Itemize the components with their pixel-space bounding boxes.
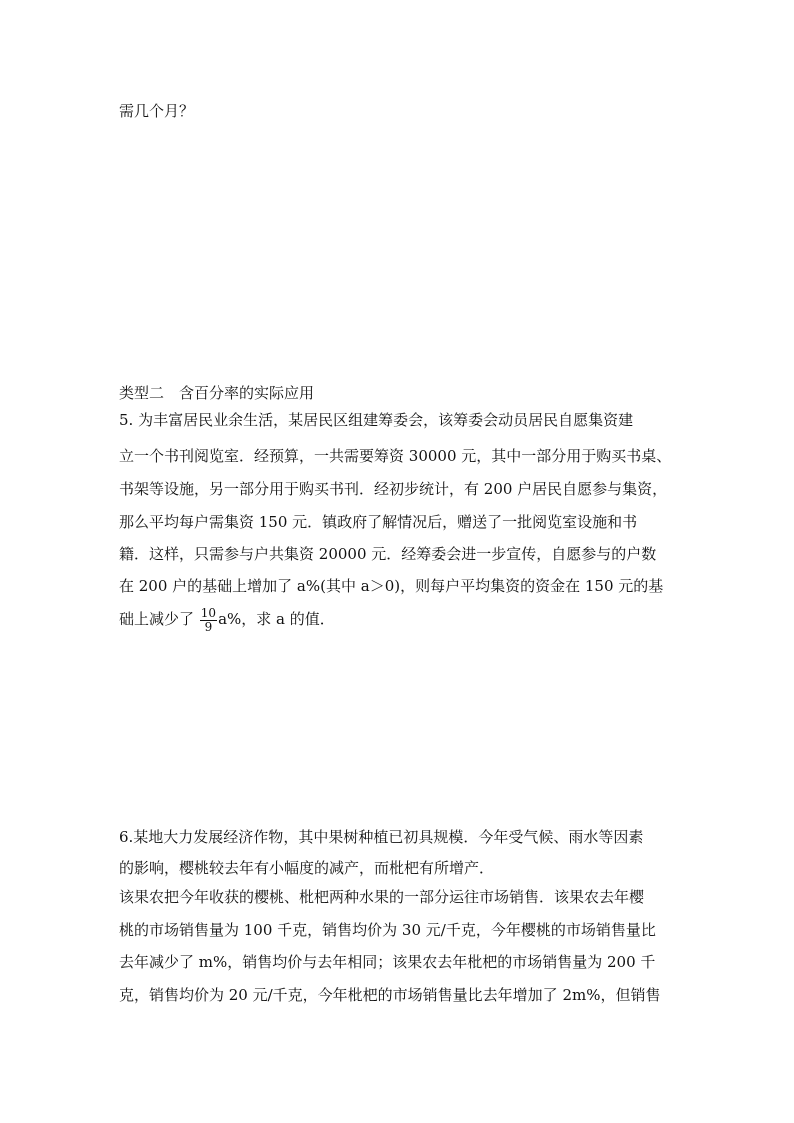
question-5-line: 在 200 户的基础上增加了 a%(其中 a＞0)，则每户平均集资的资金在 150 元的基 [119, 577, 664, 595]
section-heading: 类型二 含百分率的实际应用 [119, 384, 315, 402]
question-5-prefix: 础上减少了 [119, 610, 199, 628]
question-6-line: 6.某地大力发展经济作物，其中果树种植已初具规模．今年受气候、雨水等因素 [119, 828, 644, 846]
question-6-line: 该果农把今年收获的樱桃、枇杷两种水果的一部分运往市场销售．该果农去年樱 [119, 888, 645, 906]
question-5-line: 立一个书刊阅览室．经预算，一共需要筹资 30000 元，其中一部分用于购买书桌、 [119, 447, 672, 465]
fraction-denominator: 9 [204, 619, 213, 634]
question-6-line: 的影响，樱桃较去年有小幅度的减产，而枇杷有所增产． [119, 859, 495, 877]
question-6-line: 克，销售均价为 20 元/千克，今年枇杷的市场销售量比去年增加了 2m%，但销售 [119, 986, 661, 1004]
question-5-suffix: a%，求 a 的值． [218, 610, 335, 628]
fraction-numerator: 10 [200, 605, 217, 620]
question-5-line: 5. 为丰富居民业余生活，某居民区组建筹委会，该筹委会动员居民自愿集资建 [119, 411, 634, 429]
fraction-ten-ninths [200, 607, 217, 634]
question-6-line: 去年减少了 m%，销售均价与去年相同；该果农去年枇杷的市场销售量为 200 千 [119, 953, 656, 971]
question-5-line: 书架等设施，另一部分用于购买书刊．经初步统计，有 200 户居民自愿参与集资， [119, 480, 668, 498]
question-4-continuation: 需几个月？ [119, 102, 195, 120]
question-5-last-line [119, 606, 335, 634]
question-5-line: 籍．这样，只需参与户共集资 20000 元．经筹委会进一步宣传，自愿参与的户数 [119, 545, 657, 563]
question-5-line: 那么平均每户需集资 150 元．镇政府了解情况后，赠送了一批阅览室设施和书 [119, 513, 638, 531]
question-6-line: 桃的市场销售量为 100 千克，销售均价为 30 元/千克，今年樱桃的市场销售量比 [119, 921, 656, 939]
